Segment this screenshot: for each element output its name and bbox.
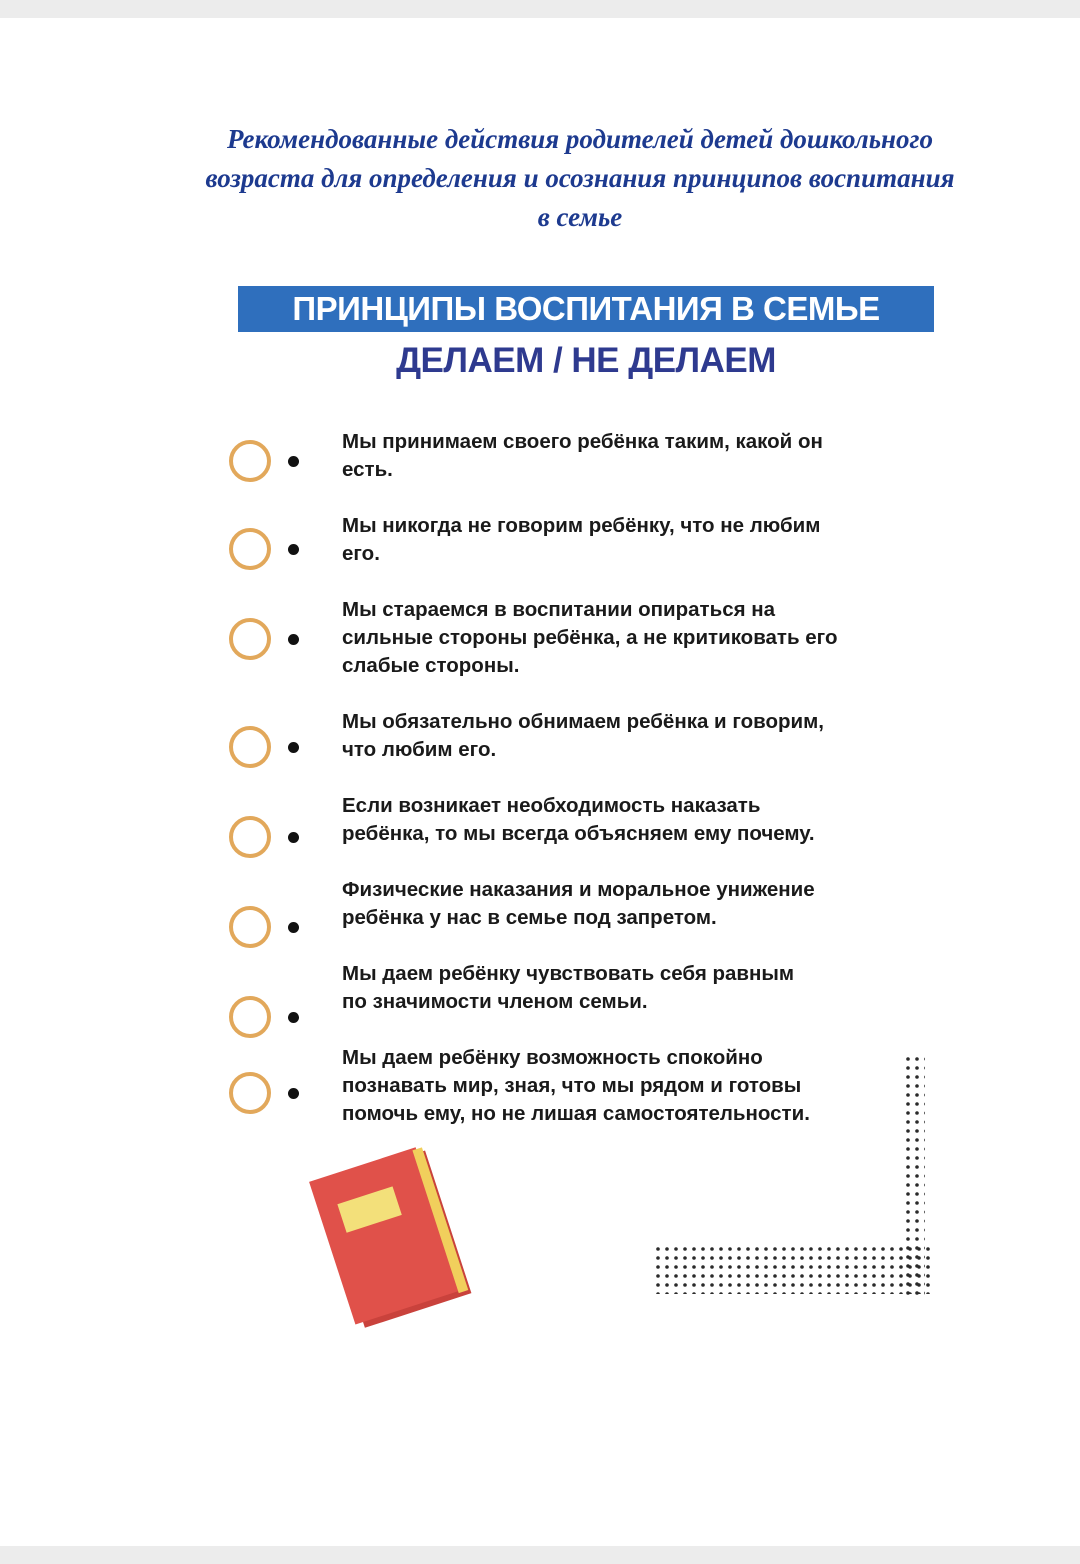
principle-line: Мы стараемся в воспитании опираться на — [342, 598, 776, 621]
principle-line: Мы обязательно обнимаем ребёнка и говорим, — [342, 710, 824, 733]
do-dont-subtitle: ДЕЛАЕМ / НЕ ДЕЛАЕМ — [396, 341, 776, 380]
principle-text — [342, 1044, 932, 1128]
principle-line: ребёнка у нас в семье под запретом. — [342, 906, 717, 929]
principles-banner: ПРИНЦИПЫ ВОСПИТАНИЯ В СЕМЬЕ — [238, 286, 934, 332]
principle-line: что любим его. — [342, 738, 497, 761]
bullet-dot-icon — [288, 1088, 299, 1099]
principle-line: Если возникает необходимость наказать — [342, 794, 761, 817]
principle-line: Мы никогда не говорим ребёнку, что не любим — [342, 514, 821, 537]
checkbox-circle-icon[interactable] — [229, 726, 271, 768]
bullet-dot-icon — [288, 456, 299, 467]
principle-line: его. — [342, 542, 380, 565]
document-page — [0, 18, 1080, 1546]
principle-text — [342, 876, 932, 932]
checkbox-circle-icon[interactable] — [229, 618, 271, 660]
principle-text — [342, 960, 932, 1016]
bullet-dot-icon — [288, 742, 299, 753]
principle-text — [342, 428, 932, 484]
checkbox-circle-icon[interactable] — [229, 816, 271, 858]
heading-line-2: возраста для определения и осознания принципов воспитания — [205, 163, 955, 193]
bullet-dot-icon — [288, 922, 299, 933]
bullet-dot-icon — [288, 634, 299, 645]
principle-text — [342, 512, 932, 568]
checkbox-circle-icon[interactable] — [229, 996, 271, 1038]
principle-text — [342, 792, 932, 848]
principle-line: познавать мир, зная, что мы рядом и готовы — [342, 1074, 802, 1097]
heading-line-3: в семье — [537, 202, 623, 232]
dotted-pattern-horizontal — [655, 1246, 930, 1296]
principle-line: помочь ему, но не лишая самостоятельности. — [342, 1102, 810, 1125]
heading-line-1: Рекомендованные действия родителей детей дошкольного — [227, 124, 933, 154]
bullet-dot-icon — [288, 1012, 299, 1023]
principle-text — [342, 708, 932, 764]
principle-line: Физические наказания и моральное унижение — [342, 878, 815, 901]
bullet-dot-icon — [288, 832, 299, 843]
principle-line: Мы даем ребёнку чувствовать себя равным — [342, 962, 795, 985]
principle-line: сильные стороны ребёнка, а не критиковать его — [342, 626, 838, 649]
principle-text — [342, 596, 932, 680]
checkbox-circle-icon[interactable] — [229, 906, 271, 948]
principle-line: есть. — [342, 458, 393, 481]
document-heading — [150, 120, 1010, 237]
checkbox-circle-icon[interactable] — [229, 440, 271, 482]
principle-line: слабые стороны. — [342, 654, 520, 677]
checkbox-circle-icon[interactable] — [229, 528, 271, 570]
principle-line: по значимости членом семьи. — [342, 990, 648, 1013]
checkbox-circle-icon[interactable] — [229, 1072, 271, 1114]
principle-line: Мы даем ребёнку возможность спокойно — [342, 1046, 763, 1069]
bullet-dot-icon — [288, 544, 299, 555]
principle-line: ребёнка, то мы всегда объясняем ему почему. — [342, 822, 815, 845]
red-book-icon — [300, 1136, 490, 1336]
principle-line: Мы принимаем своего ребёнка таким, какой он — [342, 430, 823, 453]
